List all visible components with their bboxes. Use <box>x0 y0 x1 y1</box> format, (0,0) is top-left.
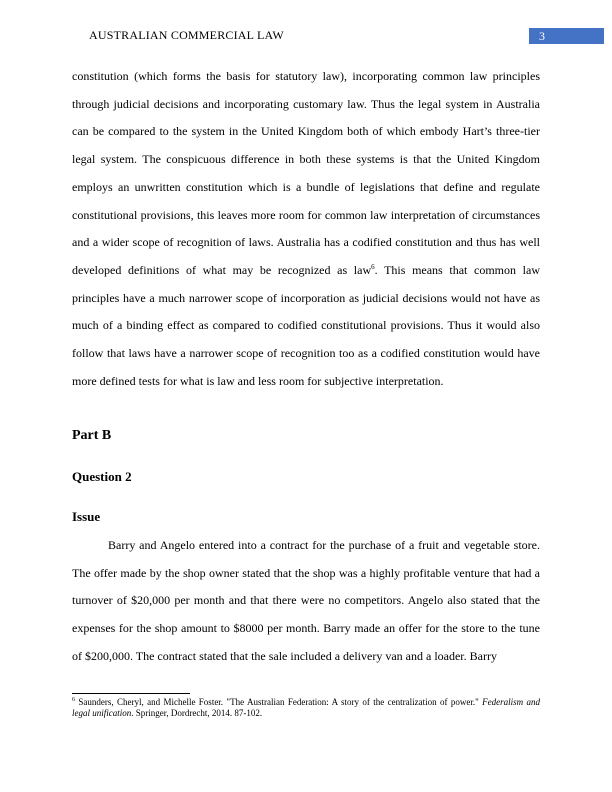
paragraph-text: constitution (which forms the basis for statutory law), incorporating common law principles through judicial decisions and incorporating customary law. Thus the legal system in Australia can be compared to the system in the United Kingdom both of which embody Hart’s three-tier legal system. The conspicuous difference in both these systems is that the United Kingdom employs an unwritten constitution which is a bundle of legislations that define and regulate constitutional provisions, this leaves more room for common law interpretation of circumstances and a wider scope of recognition of laws. Australia has a codified constitution and thus has well developed definitions of what may be recognized as law <box>72 69 540 277</box>
page-number-badge <box>529 28 604 44</box>
body-paragraph-2 <box>72 532 540 671</box>
footnote-text: . Springer, Dordrecht, 2014. 87-102. <box>131 708 263 718</box>
footnote <box>72 697 540 719</box>
paragraph-text: Barry and Angelo entered into a contract for the purchase of a fruit and vegetable store. The offer made by the shop owner stated that the shop was a highly profitable venture that had a turnover of $20,000 per month and that there were no competitors. Angelo also stated that the expenses for the shop amount to $8000 per month. Barry made an offer for the store to the tune of $200,000. The contract stated that the sale included a delivery van and a loader. Barry <box>72 538 540 663</box>
footnote-separator <box>72 693 190 694</box>
heading-part-b: Part B <box>72 428 112 443</box>
footnote-source-title: Federalism and legal unification <box>72 697 540 718</box>
paragraph-text: . This means that common law principles have a much narrower scope of incorporation as judicial decisions would not have as much of a binding effect as compared to codified constitutional provisions. Thus it would also follow that laws have a narrower scope of recognition too as a codified constitution would have more defined tests for what is law and less room for subjective interpretation. <box>72 262 540 388</box>
footnote-text: Saunders, Cheryl, and Michelle Foster. "The Australian Federation: A story of the centralization of power." <box>75 697 483 707</box>
footnote-number: 6 <box>72 697 75 703</box>
body-paragraph-1 <box>72 63 540 395</box>
footnote-reference[interactable]: 6 <box>371 262 375 271</box>
heading-question-2: Question 2 <box>72 469 132 484</box>
heading-issue: Issue <box>72 509 101 524</box>
page-number: 3 <box>539 29 545 43</box>
running-header-title: AUSTRALIAN COMMERCIAL LAW <box>89 28 284 42</box>
